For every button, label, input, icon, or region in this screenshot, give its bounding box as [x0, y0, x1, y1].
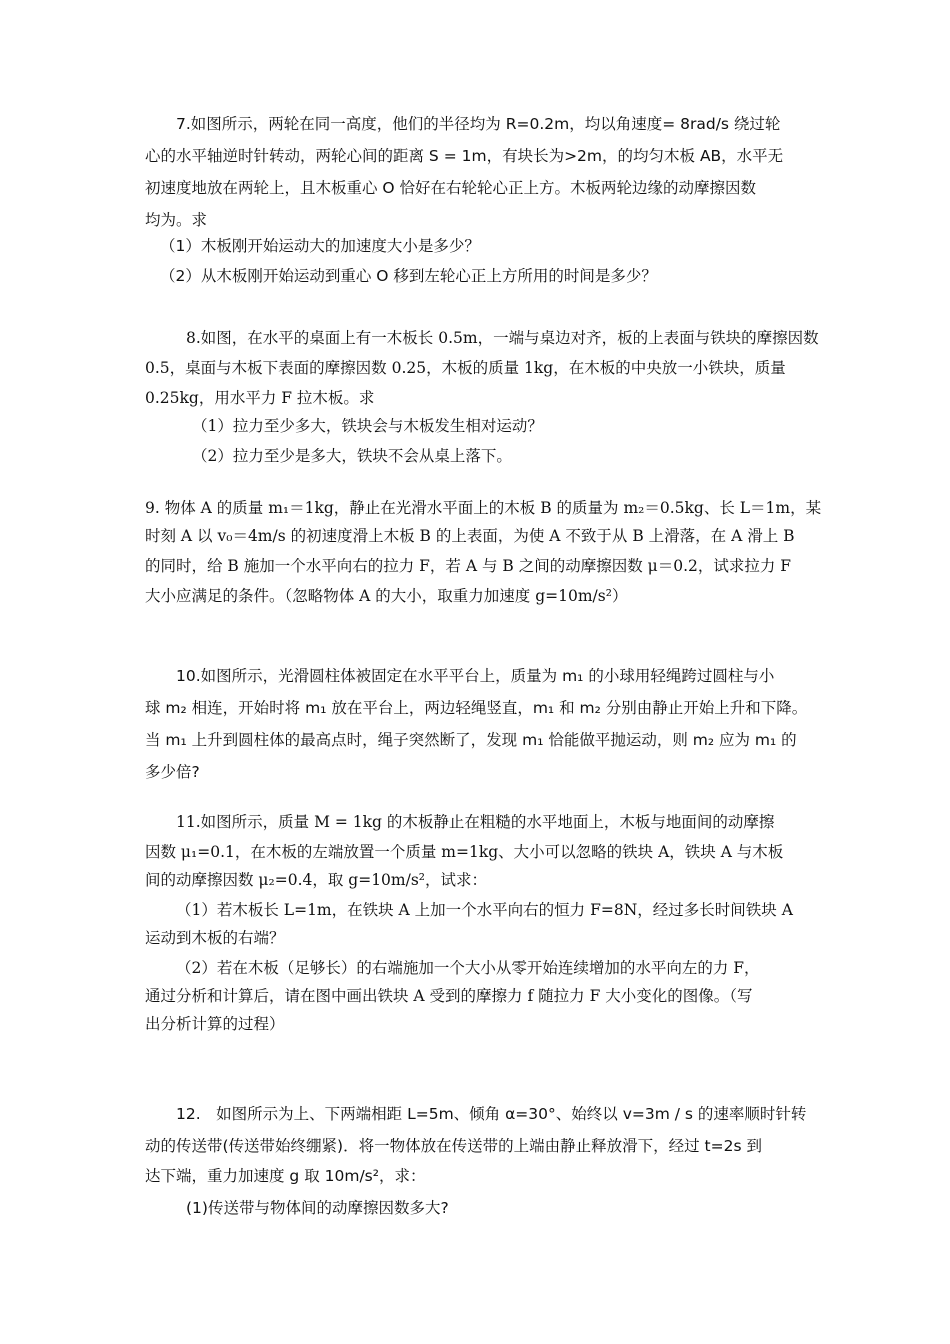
problem-11-question-2-end: 出分析计算的过程） — [145, 1015, 285, 1033]
problem-11-question-2-cont: 通过分析和计算后，请在图中画出铁块 A 受到的摩擦力 f 随拉力 F 大小变化的图像。（写 — [145, 987, 753, 1005]
problem-7-line-4: 均为。求 — [145, 211, 208, 229]
problem-7-question-2: （2）从木板刚开始运动到重心 O 移到左轮心正上方所用的时间是多少？ — [160, 267, 657, 285]
problem-7-line-2: 心的水平轴逆时针转动，两轮心间的距离 S = 1m，有块长为>2m，的均匀木板 AB，水平无 — [145, 147, 784, 165]
problem-12-line-1: 12. 如图所示为上、下两端相距 L=5m、倾角 α=30°、始终以 v=3m / s 的速率顺时针转 — [176, 1105, 807, 1123]
problem-11-line-3: 间的动摩擦因数 μ₂=0.4，取 g=10m/s²，试求： — [145, 871, 487, 889]
problem-8-question-2: （2）拉力至少是多大，铁块不会从桌上落下。 — [192, 447, 512, 465]
problem-10-line-1: 10.如图所示，光滑圆柱体被固定在水平平台上，质量为 m₁ 的小球用轻绳跨过圆柱与小 — [176, 667, 775, 685]
problem-7-question-1: （1）木板刚开始运动大的加速度大小是多少？ — [160, 237, 480, 255]
problem-11-question-1: （1）若木板长 L=1m，在铁块 A 上加一个水平向右的恒力 F=8N，经过多长时间铁块 A — [176, 901, 793, 919]
problem-7-line-1: 7.如图所示，两轮在同一高度，他们的半径均为 R=0.2m，均以角速度= 8rad/s 绕过轮 — [176, 115, 781, 133]
problem-8-line-2: 0.5，桌面与木板下表面的摩擦因数 0.25，木板的质量 1kg，在木板的中央放一小铁块，质量 — [145, 359, 786, 377]
problem-7-line-3: 初速度地放在两轮上，且木板重心 O 恰好在右轮轮心正上方。木板两轮边缘的动摩擦因数 — [145, 179, 757, 197]
problem-9-line-3: 的同时，给 B 施加一个水平向右的拉力 F，若 A 与 B 之间的动摩擦因数 μ＝0.2，试求拉力 F — [145, 557, 792, 575]
problem-12-line-3: 达下端，重力加速度 g 取 10m/s²，求： — [145, 1167, 426, 1185]
problem-10-line-4: 多少倍? — [145, 763, 200, 781]
problem-9-line-2: 时刻 A 以 v₀＝4m/s 的初速度滑上木板 B 的上表面，为使 A 不致于从 B 上滑落，在 A 滑上 B — [145, 527, 795, 545]
problem-9-line-1: 9. 物体 A 的质量 m₁＝1kg，静止在光滑水平面上的木板 B 的质量为 m₂＝0.5kg、长 L＝1m，某 — [145, 499, 822, 517]
problem-10-line-2: 球 m₂ 相连，开始时将 m₁ 放在平台上，两边轻绳竖直，m₁ 和 m₂ 分别由静止开始上升和下降。 — [145, 699, 808, 717]
problem-8-line-1: 8.如图，在水平的桌面上有一木板长 0.5m，一端与桌边对齐，板的上表面与铁块的摩擦因数 — [186, 329, 819, 347]
problem-11-question-1-cont: 运动到木板的右端？ — [145, 929, 285, 947]
problem-10-line-3: 当 m₁ 上升到圆柱体的最高点时，绳子突然断了，发现 m₁ 恰能做平抛运动，则 m₂ 应为 m₁ 的 — [145, 731, 797, 749]
problem-11-question-2: （2）若在木板（足够长）的右端施加一个大小从零开始连续增加的水平向左的力 F， — [176, 959, 760, 977]
problem-8-line-3: 0.25kg，用水平力 F 拉木板。求 — [145, 389, 375, 407]
problem-9-line-4: 大小应满足的条件。（忽略物体 A 的大小，取重力加速度 g=10m/s²） — [145, 587, 628, 605]
problem-8-question-1: （1）拉力至少多大，铁块会与木板发生相对运动？ — [192, 417, 543, 435]
problem-11-line-2: 因数 μ₁=0.1，在木板的左端放置一个质量 m=1kg、大小可以忽略的铁块 A，铁块 A 与木板 — [145, 843, 784, 861]
problem-12-line-2: 动的传送带(传送带始终绷紧)．将一物体放在传送带的上端由静止释放滑下，经过 t=2s 到 — [145, 1137, 762, 1155]
problem-12-question-1: (1)传送带与物体间的动摩擦因数多大? — [186, 1199, 449, 1217]
problem-11-line-1: 11.如图所示，质量 M = 1kg 的木板静止在粗糙的水平地面上，木板与地面间的动摩擦 — [176, 813, 775, 831]
